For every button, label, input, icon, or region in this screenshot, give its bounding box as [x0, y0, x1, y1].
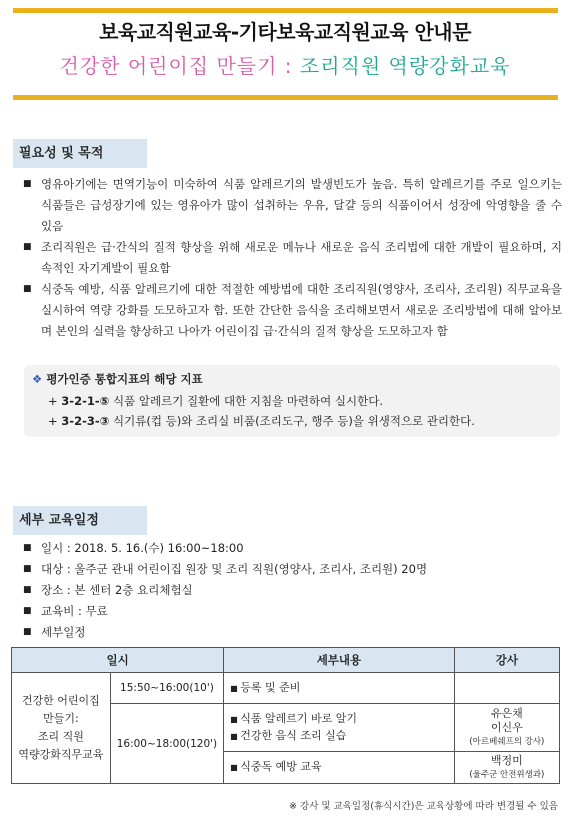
document-subtitle — [0, 50, 570, 79]
table-header: 세부내용 — [224, 648, 455, 673]
content-cell: ■ 식품 알레르기 바로 알기 ■ 건강한 음식 조리 실습 — [224, 704, 455, 752]
subtitle-part1: 건강한 어린이집 만들기 : — [59, 54, 293, 78]
list-item: ■ 세부일정 — [19, 622, 559, 643]
indicator-box — [24, 365, 560, 437]
subtitle-part2: 조리직원 역량강화교육 — [299, 54, 511, 78]
indicator-line: + 3-2-1-⑤ 식품 알레르기 질환에 대한 지침을 마련하여 실시한다. — [48, 394, 383, 408]
purpose-list — [19, 174, 562, 342]
time-cell: 15:50~16:00(10') — [110, 673, 223, 704]
lecturer-cell: 유은채 이신우 (아르베쉐프의 강사) — [454, 704, 559, 752]
table-row — [12, 673, 560, 704]
list-item: ■ 일시 : 2018. 5. 16.(수) 16:00~18:00 — [19, 538, 559, 559]
section-heading-purpose: 필요성 및 목적 — [13, 139, 147, 168]
table-header: 강사 — [454, 648, 559, 673]
content-cell: ■ 등록 및 준비 — [224, 673, 455, 704]
content-cell: ■ 식중독 예방 교육 — [224, 752, 455, 784]
lecturer-cell — [454, 673, 559, 704]
indicator-title: ❖ 평가인증 통합지표의 해당 지표 — [32, 372, 203, 386]
list-item: ■ 교육비 : 무료 — [19, 601, 559, 622]
time-cell: 16:00~18:00(120') — [110, 704, 223, 784]
diamond-icon: ❖ — [32, 372, 43, 386]
top-accent-bar — [13, 8, 558, 13]
indicator-line: + 3-2-3-③ 식기류(컵 등)와 조리실 비품(조리도구, 행주 등)을 위생적으로 관리한다. — [48, 414, 475, 428]
table-header: 일시 — [12, 648, 224, 673]
list-item: ■ 식중독 예방, 식품 알레르기에 대한 적절한 예방법에 대한 조리직원(영양사, 조리사, 조리원) 직무교육을 실시하여 역량 강화를 도모하고자 함. 또한 간단한 음식을 조리해보면서 새로운 조리방법에 대해 알아보며 본인의 실력을 향상하고 나아가 어린이집 급·간식의 질적 향상을 도모하고자 함 — [19, 279, 562, 342]
schedule-table — [11, 647, 560, 784]
lecturer-cell: 백정미 (울주군 안전위생과) — [454, 752, 559, 784]
list-item: ■ 대상 : 울주군 관내 어린이집 원장 및 조리 직원(영양사, 조리사, 조리원) 20명 — [19, 559, 559, 580]
list-item: ■ 영유아기에는 면역기능이 미숙하여 식품 알레르기의 발생빈도가 높음. 특히 알레르기를 주로 일으키는 식품들은 급성장기에 있는 영유아가 많이 섭취하는 우유, 달걀 등의 식품이어서 성장에 악영향을 줄 수 있음 — [19, 174, 562, 237]
program-name-cell: 건강한 어린이집 만들기: 조리 직원 역량강화직무교육 — [12, 673, 111, 784]
list-item: ■ 조리직원은 급·간식의 질적 향상을 위해 새로운 메뉴나 새로운 음식 조리법에 대한 개발이 필요하며, 지속적인 자기계발이 필요함 — [19, 237, 562, 279]
schedule-list — [19, 538, 559, 643]
footnote: ※ 강사 및 교육일정(휴식시간)은 교육상황에 따라 변경될 수 있음 — [289, 801, 558, 812]
section-heading-schedule: 세부 교육일정 — [13, 506, 147, 535]
bottom-accent-bar — [13, 95, 558, 100]
document-title: 보육교직원교육-기타보육교직원교육 안내문 — [99, 20, 471, 44]
list-item: ■ 장소 : 본 센터 2층 요리체험실 — [19, 580, 559, 601]
